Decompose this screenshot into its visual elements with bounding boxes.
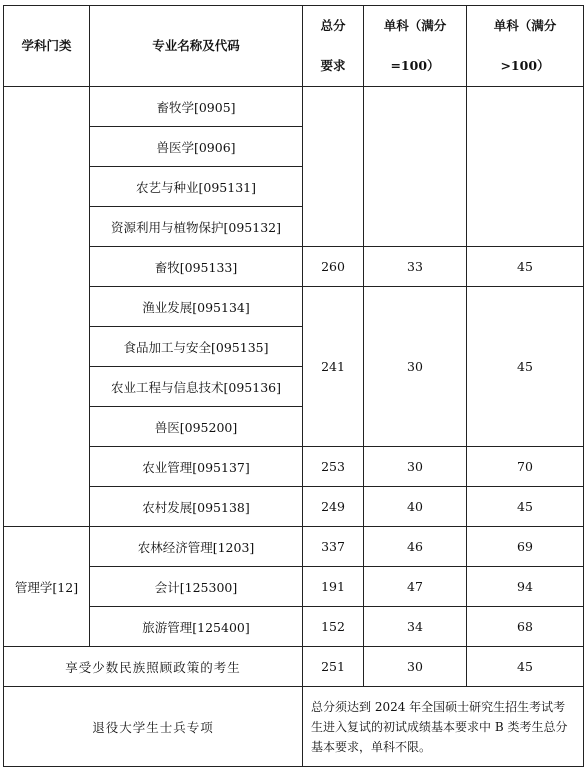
header-row xyxy=(4,6,584,87)
table-row xyxy=(4,247,584,287)
single-gt100-cell: 45 xyxy=(467,487,584,527)
single-eq100-cell: 30 xyxy=(364,287,467,447)
total-cell: 191 xyxy=(303,567,364,607)
table-row xyxy=(4,527,584,567)
table-row xyxy=(4,607,584,647)
total-cell: 241 xyxy=(303,287,364,447)
total-cell: 337 xyxy=(303,527,364,567)
header-single-eq100-line2: =100） xyxy=(390,58,440,73)
table-row xyxy=(4,487,584,527)
single-gt100-cell-empty xyxy=(467,87,584,247)
major-cell: 渔业发展[095134] xyxy=(90,287,303,327)
header-single-eq100 xyxy=(364,6,467,87)
single-eq100-cell: 47 xyxy=(364,567,467,607)
major-cell: 农林经济管理[1203] xyxy=(90,527,303,567)
single-eq100-cell: 46 xyxy=(364,527,467,567)
major-cell: 农艺与种业[095131] xyxy=(90,167,303,207)
category-agriculture-cell xyxy=(4,87,90,527)
single-gt100-cell: 69 xyxy=(467,527,584,567)
major-cell: 食品加工与安全[095135] xyxy=(90,327,303,367)
major-cell: 兽医[095200] xyxy=(90,407,303,447)
header-category: 学科门类 xyxy=(4,6,90,87)
header-single-eq100-line1: 单科（满分 xyxy=(383,18,447,33)
header-single-gt100-line1: 单科（满分 xyxy=(493,18,557,33)
total-cell: 152 xyxy=(303,607,364,647)
single-gt100-cell: 94 xyxy=(467,567,584,607)
header-total-line1: 总分 xyxy=(320,18,346,33)
major-cell: 资源利用与植物保护[095132] xyxy=(90,207,303,247)
single-eq100-cell-empty xyxy=(364,87,467,247)
total-cell: 249 xyxy=(303,487,364,527)
total-cell: 251 xyxy=(303,647,364,687)
veteran-label: 退役大学生士兵专项 xyxy=(4,687,303,767)
veteran-row xyxy=(4,687,584,767)
single-eq100-cell: 33 xyxy=(364,247,467,287)
total-cell: 253 xyxy=(303,447,364,487)
category-management-cell: 管理学[12] xyxy=(4,527,90,647)
header-single-gt100 xyxy=(467,6,584,87)
single-gt100-cell: 45 xyxy=(467,247,584,287)
single-gt100-cell: 45 xyxy=(467,647,584,687)
veteran-note: 总分须达到 2024 年全国硕士研究生招生考试考生进入复试的初试成绩基本要求中 B 类考生总分基本要求，单科不限。 xyxy=(303,687,584,767)
header-total-line2: 要求 xyxy=(320,58,346,73)
single-gt100-cell: 70 xyxy=(467,447,584,487)
table-row xyxy=(4,447,584,487)
table-row xyxy=(4,87,584,127)
table-row xyxy=(4,287,584,327)
single-gt100-cell: 45 xyxy=(467,287,584,447)
major-cell: 会计[125300] xyxy=(90,567,303,607)
major-cell: 农业管理[095137] xyxy=(90,447,303,487)
single-eq100-cell: 30 xyxy=(364,647,467,687)
major-cell: 旅游管理[125400] xyxy=(90,607,303,647)
single-gt100-cell: 68 xyxy=(467,607,584,647)
major-cell: 农村发展[095138] xyxy=(90,487,303,527)
score-requirements-table xyxy=(3,5,584,767)
header-total xyxy=(303,6,364,87)
single-eq100-cell: 34 xyxy=(364,607,467,647)
major-cell: 农业工程与信息技术[095136] xyxy=(90,367,303,407)
major-cell: 兽医学[0906] xyxy=(90,127,303,167)
total-cell-empty xyxy=(303,87,364,247)
minority-row xyxy=(4,647,584,687)
single-eq100-cell: 40 xyxy=(364,487,467,527)
header-single-gt100-line2: >100） xyxy=(500,58,550,73)
single-eq100-cell: 30 xyxy=(364,447,467,487)
major-cell: 畜牧学[0905] xyxy=(90,87,303,127)
total-cell: 260 xyxy=(303,247,364,287)
minority-label: 享受少数民族照顾政策的考生 xyxy=(4,647,303,687)
major-cell: 畜牧[095133] xyxy=(90,247,303,287)
header-major: 专业名称及代码 xyxy=(90,6,303,87)
table-row xyxy=(4,567,584,607)
